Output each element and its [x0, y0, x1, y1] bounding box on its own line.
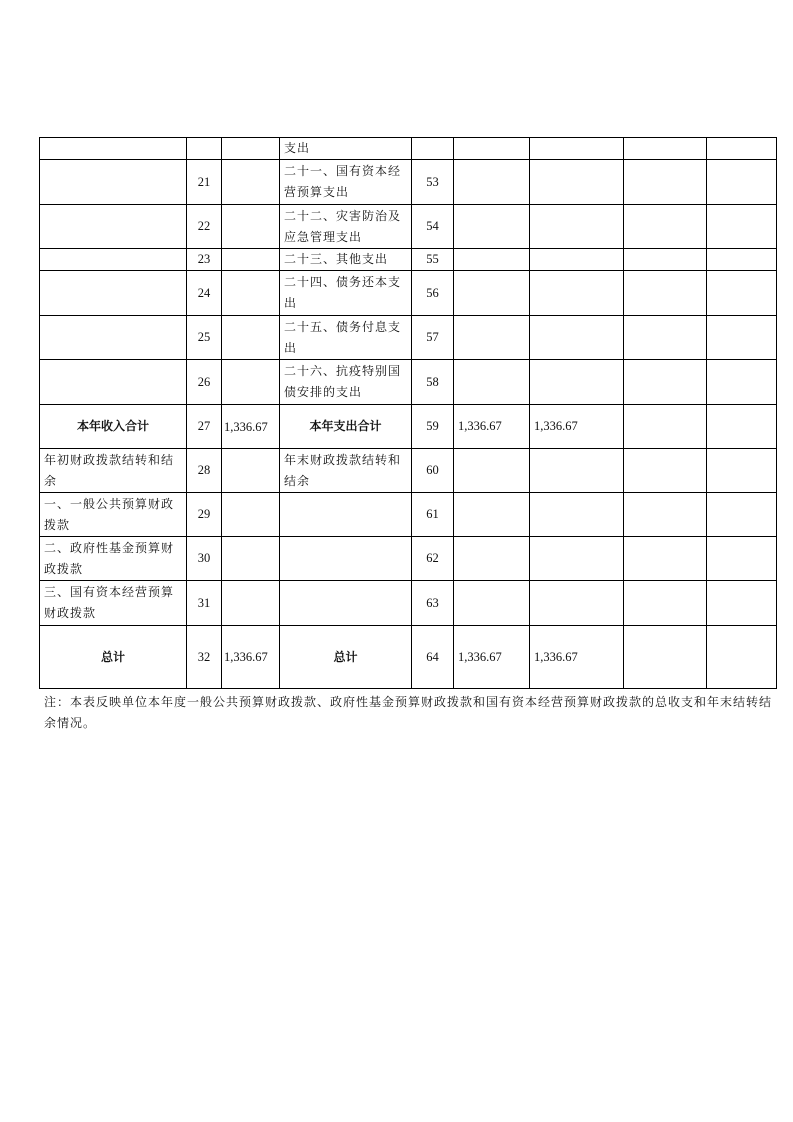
expense-general-budget-cell [530, 160, 624, 205]
income-item-cell [40, 160, 187, 205]
income-amount-cell [222, 537, 280, 581]
income-item-cell [40, 271, 187, 316]
table-footnote: 注：本表反映单位本年度一般公共预算财政拨款、政府性基金预算财政拨款和国有资本经营预算财政拨款的总收支和年末结转结余情况。 [44, 695, 773, 730]
table-row [40, 271, 777, 316]
table-row [40, 493, 777, 537]
income-line-no-cell: 23 [187, 249, 222, 271]
expense-item-cell: 二十五、债务付息支出 [280, 316, 412, 360]
expense-general-budget-cell [530, 581, 624, 626]
table-row [40, 537, 777, 581]
expense-line-no-cell: 61 [412, 493, 454, 537]
income-amount-cell [222, 138, 280, 160]
income-amount-cell [222, 160, 280, 205]
income-amount-cell [222, 205, 280, 249]
income-line-no-cell: 29 [187, 493, 222, 537]
expense-state-capital-cell [707, 138, 777, 160]
income-amount-cell [222, 271, 280, 316]
expense-general-budget-cell [530, 493, 624, 537]
income-line-no-cell: 31 [187, 581, 222, 626]
income-line-no-cell: 26 [187, 360, 222, 405]
expense-general-budget-cell: 1,336.67 [530, 626, 624, 689]
expense-total-cell: 1,336.67 [454, 405, 530, 449]
expense-line-no-cell: 54 [412, 205, 454, 249]
income-amount-cell [222, 581, 280, 626]
expense-item-cell: 支出 [280, 138, 412, 160]
expense-total-cell [454, 271, 530, 316]
expense-fund-budget-cell [624, 271, 707, 316]
expense-general-budget-cell [530, 360, 624, 405]
expense-total-cell [454, 205, 530, 249]
expense-general-budget-cell [530, 249, 624, 271]
table-row [40, 205, 777, 249]
grand-total-expense-label: 总计 [280, 626, 412, 689]
expense-state-capital-cell [707, 316, 777, 360]
expense-line-no-cell [412, 138, 454, 160]
expense-line-no-cell: 56 [412, 271, 454, 316]
expense-total-cell [454, 160, 530, 205]
expense-item-cell [280, 493, 412, 537]
expense-line-no-cell: 60 [412, 449, 454, 493]
income-item-cell [40, 205, 187, 249]
expense-line-no-cell: 55 [412, 249, 454, 271]
expense-state-capital-cell [707, 537, 777, 581]
expense-general-budget-cell [530, 205, 624, 249]
expense-fund-budget-cell [624, 249, 707, 271]
expense-total-cell [454, 493, 530, 537]
income-amount-cell [222, 493, 280, 537]
expense-state-capital-cell [707, 160, 777, 205]
expense-fund-budget-cell [624, 449, 707, 493]
expense-fund-budget-cell [624, 160, 707, 205]
income-amount-cell [222, 316, 280, 360]
expense-line-no-cell: 64 [412, 626, 454, 689]
table-row [40, 405, 777, 449]
expense-general-budget-cell [530, 316, 624, 360]
expense-state-capital-cell [707, 405, 777, 449]
income-line-no-cell: 28 [187, 449, 222, 493]
income-line-no-cell [187, 138, 222, 160]
expense-state-capital-cell [707, 249, 777, 271]
table-row [40, 360, 777, 405]
grand-total-income-amount: 1,336.67 [222, 626, 280, 689]
table-row [40, 249, 777, 271]
expense-total-cell: 1,336.67 [454, 626, 530, 689]
income-item-cell: 年初财政拨款结转和结余 [40, 449, 187, 493]
expense-total-cell [454, 360, 530, 405]
expense-total-cell [454, 249, 530, 271]
expense-line-no-cell: 57 [412, 316, 454, 360]
fiscal-appropriation-table [39, 137, 777, 689]
expense-state-capital-cell [707, 449, 777, 493]
expense-general-budget-cell: 1,336.67 [530, 405, 624, 449]
expense-subtotal-label: 本年支出合计 [280, 405, 412, 449]
expense-total-cell [454, 581, 530, 626]
expense-item-cell: 年末财政拨款结转和结余 [280, 449, 412, 493]
income-item-cell [40, 249, 187, 271]
expense-fund-budget-cell [624, 138, 707, 160]
expense-state-capital-cell [707, 581, 777, 626]
expense-state-capital-cell [707, 493, 777, 537]
expense-total-cell [454, 537, 530, 581]
income-item-cell [40, 360, 187, 405]
table-row [40, 626, 777, 689]
expense-total-cell [454, 449, 530, 493]
expense-fund-budget-cell [624, 493, 707, 537]
income-item-cell: 二、政府性基金预算财政拨款 [40, 537, 187, 581]
expense-state-capital-cell [707, 271, 777, 316]
expense-state-capital-cell [707, 205, 777, 249]
expense-fund-budget-cell [624, 537, 707, 581]
expense-fund-budget-cell [624, 316, 707, 360]
expense-fund-budget-cell [624, 581, 707, 626]
expense-fund-budget-cell [624, 360, 707, 405]
expense-line-no-cell: 53 [412, 160, 454, 205]
expense-item-cell: 二十六、抗疫特别国债安排的支出 [280, 360, 412, 405]
grand-total-income-label: 总计 [40, 626, 187, 689]
income-item-cell [40, 316, 187, 360]
income-line-no-cell: 21 [187, 160, 222, 205]
expense-item-cell: 二十三、其他支出 [280, 249, 412, 271]
expense-state-capital-cell [707, 626, 777, 689]
expense-general-budget-cell [530, 271, 624, 316]
expense-line-no-cell: 58 [412, 360, 454, 405]
income-amount-cell [222, 449, 280, 493]
expense-item-cell: 二十四、债务还本支出 [280, 271, 412, 316]
income-line-no-cell: 30 [187, 537, 222, 581]
table-row [40, 581, 777, 626]
expense-item-cell [280, 581, 412, 626]
expense-general-budget-cell [530, 537, 624, 581]
expense-fund-budget-cell [624, 405, 707, 449]
income-amount-cell [222, 249, 280, 271]
income-subtotal-label: 本年收入合计 [40, 405, 187, 449]
table-row [40, 449, 777, 493]
income-item-cell [40, 138, 187, 160]
income-line-no-cell: 32 [187, 626, 222, 689]
income-amount-cell [222, 360, 280, 405]
table-row [40, 138, 777, 160]
income-line-no-cell: 24 [187, 271, 222, 316]
expense-line-no-cell: 63 [412, 581, 454, 626]
income-item-cell: 三、国有资本经营预算财政拨款 [40, 581, 187, 626]
expense-fund-budget-cell [624, 205, 707, 249]
expense-item-cell [280, 537, 412, 581]
income-item-cell: 一、一般公共预算财政拨款 [40, 493, 187, 537]
expense-state-capital-cell [707, 360, 777, 405]
table-row [40, 160, 777, 205]
expense-general-budget-cell [530, 138, 624, 160]
table-row [40, 316, 777, 360]
income-subtotal-amount: 1,336.67 [222, 405, 280, 449]
expense-item-cell: 二十一、国有资本经营预算支出 [280, 160, 412, 205]
expense-total-cell [454, 138, 530, 160]
expense-line-no-cell: 59 [412, 405, 454, 449]
expense-item-cell: 二十二、灾害防治及应急管理支出 [280, 205, 412, 249]
income-line-no-cell: 25 [187, 316, 222, 360]
income-line-no-cell: 22 [187, 205, 222, 249]
income-line-no-cell: 27 [187, 405, 222, 449]
expense-line-no-cell: 62 [412, 537, 454, 581]
expense-general-budget-cell [530, 449, 624, 493]
expense-total-cell [454, 316, 530, 360]
expense-fund-budget-cell [624, 626, 707, 689]
